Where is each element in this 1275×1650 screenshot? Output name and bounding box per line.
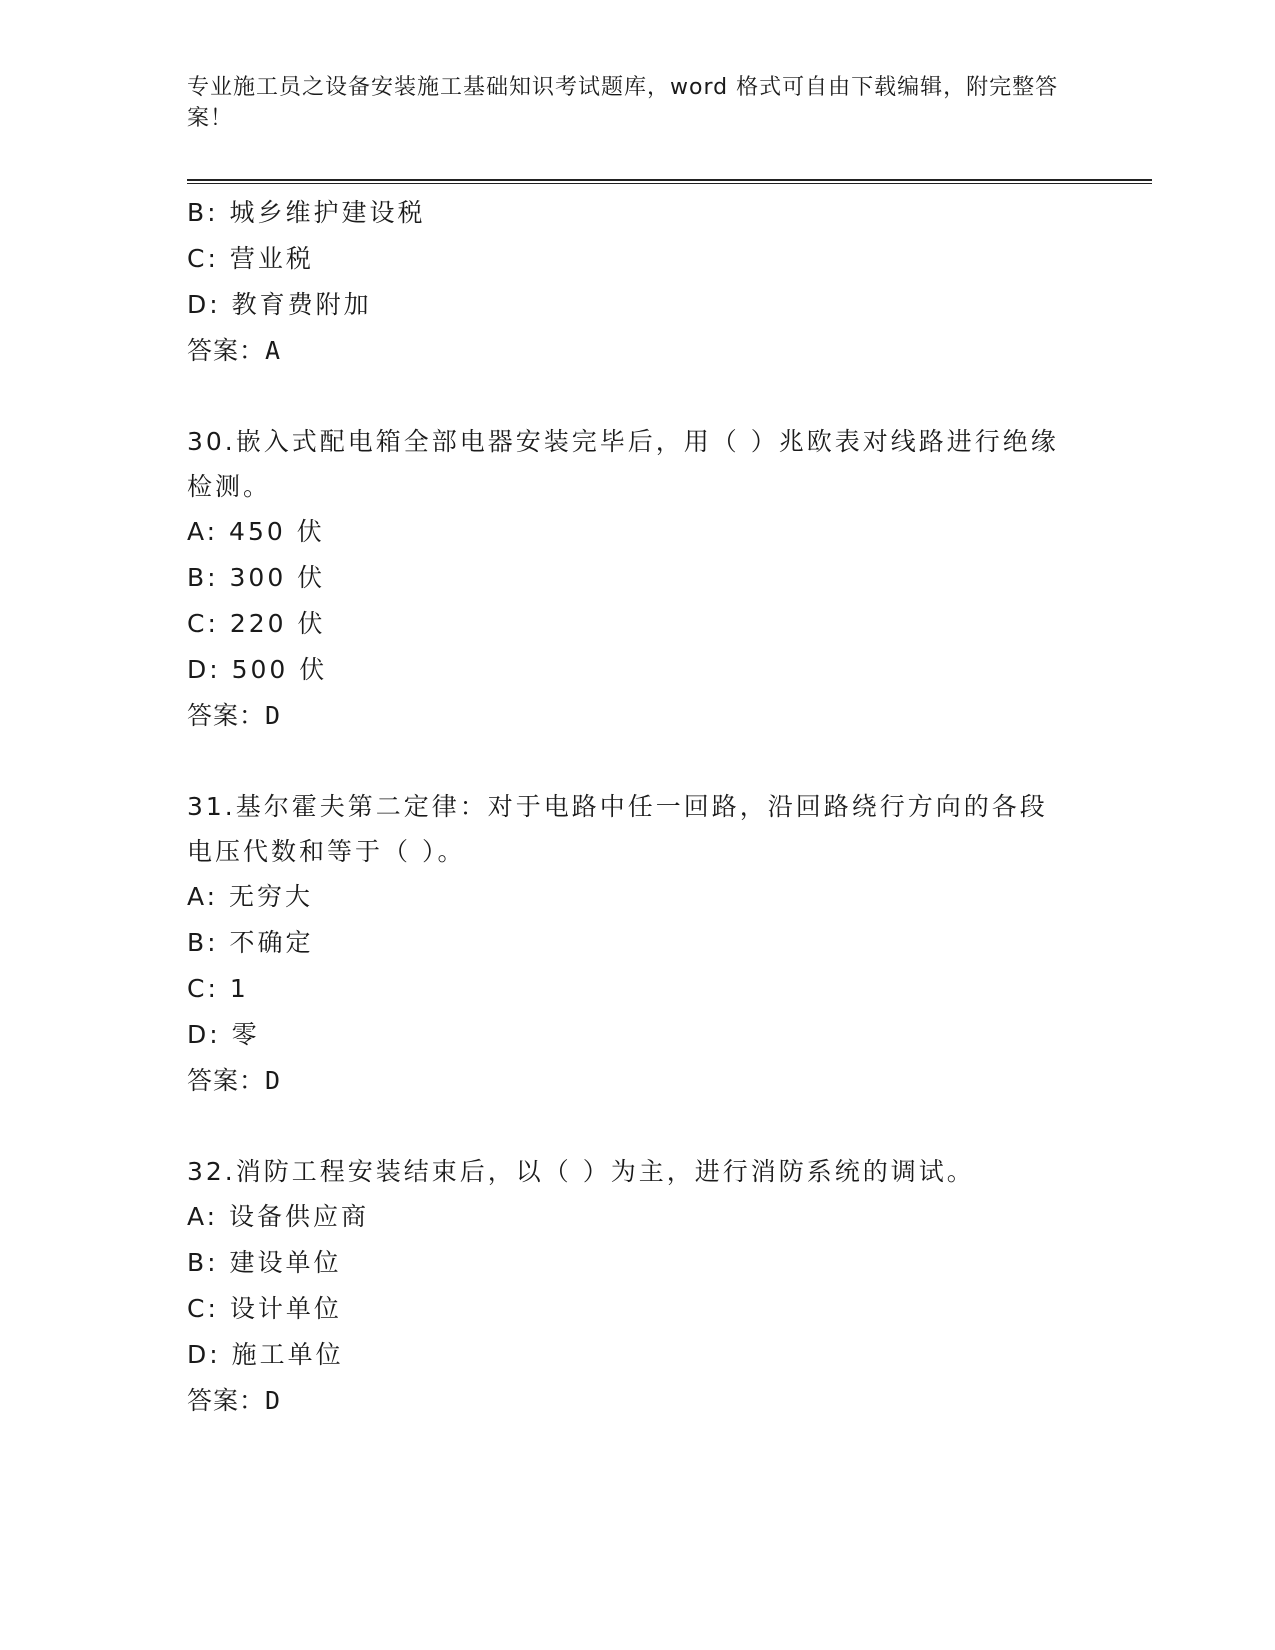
spacer xyxy=(187,1104,1087,1149)
question-text: 30.嵌入式配电箱全部电器安装完毕后，用（ ）兆欧表对线路进行绝缘检测。 xyxy=(187,427,1059,501)
answer-line: 答案：A xyxy=(187,336,282,365)
option-c: C: 220 伏 xyxy=(187,609,326,638)
option-d: D: 教育费附加 xyxy=(187,290,372,319)
option-d: D: 施工单位 xyxy=(187,1340,344,1369)
option-c: C: 营业税 xyxy=(187,244,314,273)
answer-line: 答案：D xyxy=(187,701,282,730)
option-d: D: 零 xyxy=(187,1020,260,1049)
question-29-continuation xyxy=(187,190,1087,374)
question-list xyxy=(187,190,1087,1424)
document-header: 专业施工员之设备安装施工基础知识考试题库，word 格式可自由下载编辑，附完整答案！ xyxy=(187,75,1059,131)
question-text: 31.基尔霍夫第二定律：对于电路中任一回路，沿回路绕行方向的各段电压代数和等于（ ）。 xyxy=(187,792,1048,866)
header-divider xyxy=(187,179,1152,184)
option-d: D: 500 伏 xyxy=(187,655,328,684)
option-b: B: 城乡维护建设税 xyxy=(187,198,426,227)
option-b: B: 300 伏 xyxy=(187,563,326,592)
option-a: A: 450 伏 xyxy=(187,517,325,546)
option-a: A: 无穷大 xyxy=(187,882,314,911)
option-c: C: 设计单位 xyxy=(187,1294,342,1323)
option-b: B: 建设单位 xyxy=(187,1248,342,1277)
question-30 xyxy=(187,419,1087,739)
question-text: 32.消防工程安装结束后，以（ ）为主，进行消防系统的调试。 xyxy=(187,1157,975,1186)
option-b: B: 不确定 xyxy=(187,928,314,957)
option-c: C: 1 xyxy=(187,974,249,1003)
question-31 xyxy=(187,784,1087,1104)
question-32 xyxy=(187,1149,1087,1424)
answer-line: 答案：D xyxy=(187,1066,282,1095)
spacer xyxy=(187,374,1087,419)
option-a: A: 设备供应商 xyxy=(187,1202,370,1231)
answer-line: 答案：D xyxy=(187,1386,282,1415)
spacer xyxy=(187,739,1087,784)
